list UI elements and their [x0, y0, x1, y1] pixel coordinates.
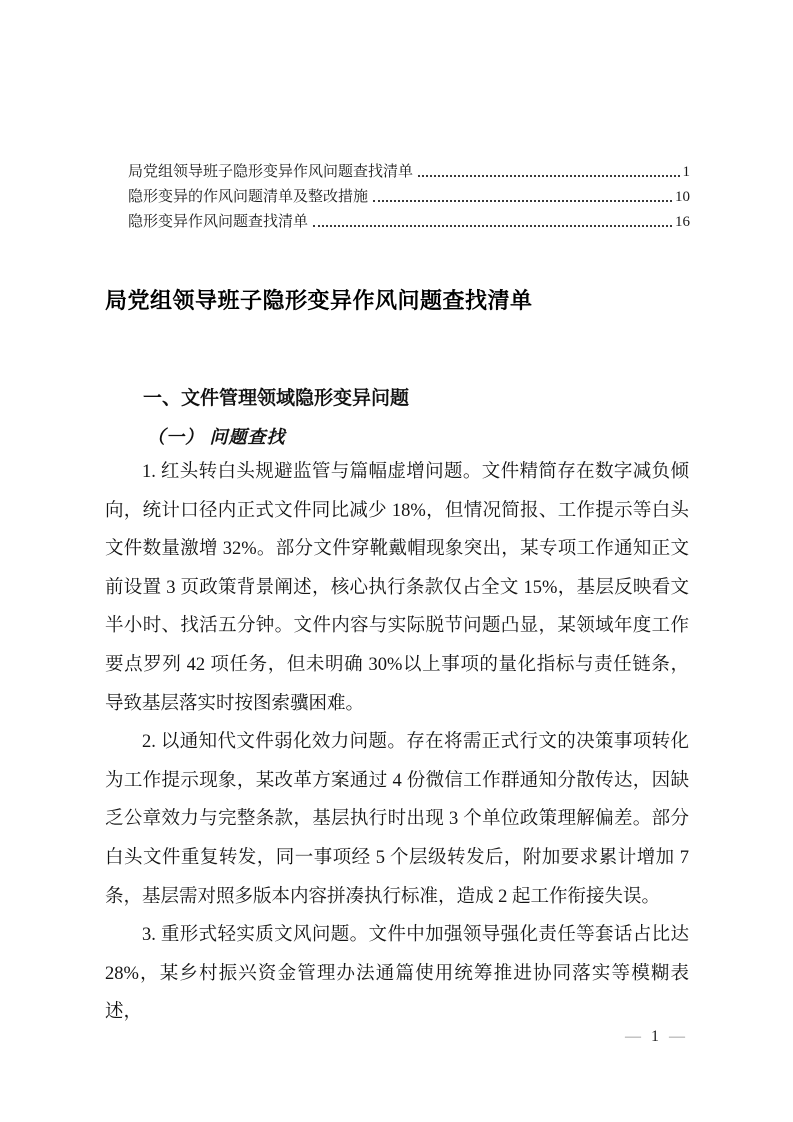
body-paragraph-2: 2. 以通知代文件弱化效力问题。存在将需正式行文的决策事项转化为工作提示现象，某改革方案通过 4 份微信工作群通知分散传达，因缺乏公章效力与完整条款，基层执行时出现 3 个单位政策理解偏差。部分白头文件重复转发，同一事项经 5 个层级转发后，附加要求累计增加 7 条，基层需对照多版本内容拼凑执行标准，造成 2 起工作衔接失误。	[105, 732, 689, 907]
table-of-contents	[128, 157, 690, 232]
toc-entry-title: 局党组领导班子隐形变异作风问题查找清单	[128, 164, 414, 180]
toc-entry-title: 隐形变异的作风问题清单及整改措施	[128, 189, 369, 205]
toc-entry[interactable]	[128, 157, 690, 182]
paragraph-group	[105, 453, 689, 1032]
page-number-right-dash: —	[669, 1028, 687, 1045]
section-heading: 一、文件管理领域隐形变异问题	[143, 388, 410, 409]
page-number-left-dash: —	[625, 1028, 643, 1045]
toc-entry-page-number: 16	[675, 214, 690, 230]
body-paragraph-3: 3. 重形式轻实质文风问题。文件中加强领导强化责任等套话占比达 28%，某乡村振兴资金管理办法通篇使用统筹推进协同落实等模糊表述，	[105, 925, 689, 1023]
subsection-heading: （一） 问题查找	[147, 427, 286, 447]
document-title: 局党组领导班子隐形变异作风问题查找清单	[105, 288, 533, 313]
toc-entry-page-number: 10	[675, 189, 690, 205]
toc-dot-leader	[373, 200, 672, 202]
page-number: 1	[651, 1028, 661, 1045]
page-number-footer	[625, 1028, 687, 1046]
toc-entry-title: 隐形变异作风问题查找清单	[128, 214, 309, 230]
toc-dot-leader	[418, 175, 679, 177]
body-paragraph-1: 1. 红头转白头规避监管与篇幅虚增问题。文件精简存在数字减负倾向，统计口径内正式文件同比减少 18%，但情况简报、工作提示等白头文件数量激增 32%。部分文件穿靴戴帽现象突出，某专项工作通知正文前设置 3 页政策背景阐述，核心执行条款仅占全文 15%，基层反映看文半小时、找活五分钟。文件内容与实际脱节问题凸显，某领域年度工作要点罗列 42 项任务，但未明确 30%以上事项的量化指标与责任链条，导致基层落实时按图索骥困难。	[105, 462, 689, 714]
toc-entry-page-number: 1	[682, 164, 690, 180]
document-body	[105, 385, 689, 1032]
toc-dot-leader	[313, 225, 672, 227]
toc-entry[interactable]	[128, 182, 690, 207]
toc-entry[interactable]	[128, 207, 690, 232]
